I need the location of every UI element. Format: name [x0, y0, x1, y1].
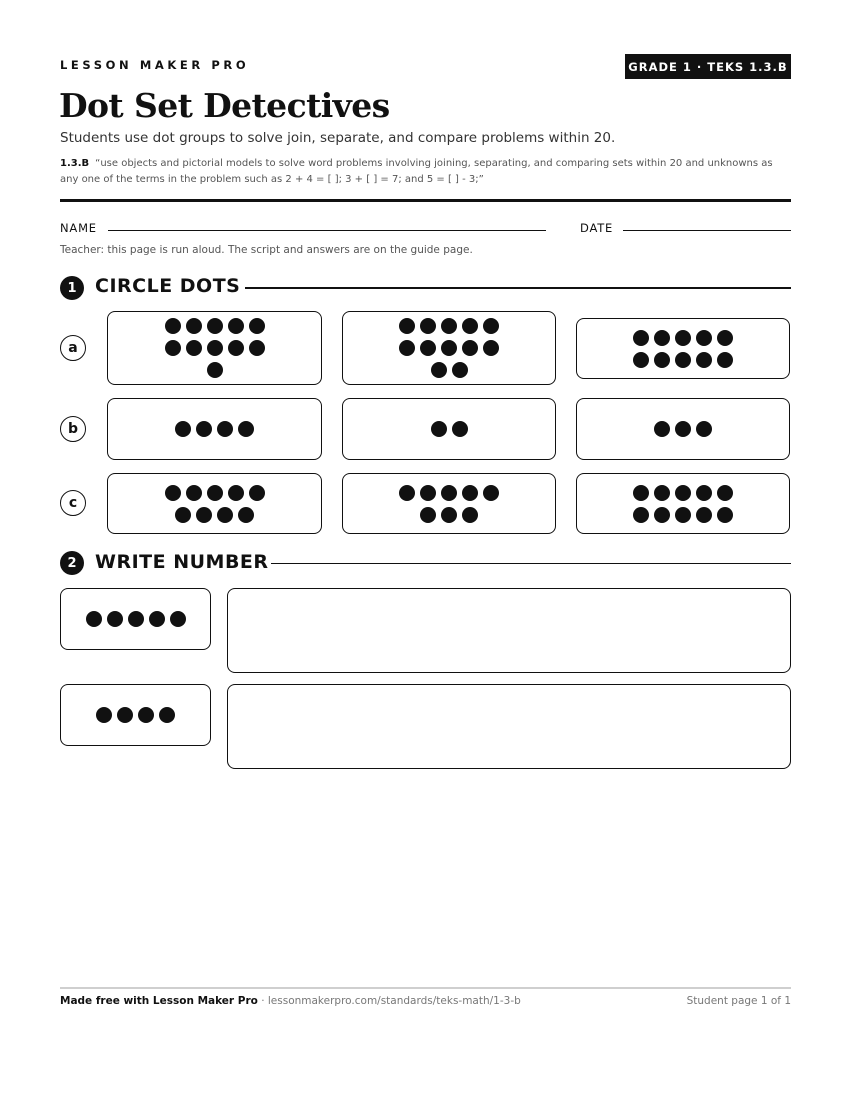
dot [207, 485, 223, 501]
dot [420, 340, 436, 356]
dot [717, 485, 733, 501]
dot [165, 485, 181, 501]
dot [441, 318, 457, 334]
section-1-number: 1 [60, 276, 84, 300]
dot [170, 611, 186, 627]
dot [717, 330, 733, 346]
dot [462, 340, 478, 356]
dot-card[interactable] [576, 398, 790, 460]
name-line[interactable] [108, 230, 546, 231]
dot-row [175, 421, 254, 437]
dot [138, 707, 154, 723]
dot-group [86, 611, 186, 627]
dot-row [431, 362, 468, 378]
teacher-note: Teacher: this page is run aloud. The script and answers are on the guide page. [60, 244, 473, 256]
dot-group [654, 421, 712, 437]
section-1-rule [245, 287, 791, 289]
dot [228, 318, 244, 334]
dot [207, 318, 223, 334]
dot-group [165, 485, 265, 523]
dot-row [175, 507, 254, 523]
dot [238, 421, 254, 437]
dot [441, 340, 457, 356]
dot [654, 507, 670, 523]
dot [228, 485, 244, 501]
dot [175, 507, 191, 523]
dot [399, 318, 415, 334]
footer-divider [60, 987, 791, 989]
dot [431, 362, 447, 378]
dot-row [165, 318, 265, 334]
dot [452, 362, 468, 378]
footer-page: Student page 1 of 1 [686, 995, 791, 1007]
answer-box[interactable] [227, 684, 791, 769]
dot-group [431, 421, 468, 437]
dot [175, 421, 191, 437]
dot-row [86, 611, 186, 627]
date-label: DATE [580, 221, 614, 235]
dot [675, 485, 691, 501]
dot-group [165, 318, 265, 378]
dot-card[interactable] [576, 473, 790, 534]
dot [149, 611, 165, 627]
dot [483, 318, 499, 334]
dot [717, 507, 733, 523]
dot [483, 340, 499, 356]
section-2-number: 2 [60, 551, 84, 575]
section-2-title: WRITE NUMBER [95, 551, 269, 573]
dot [654, 485, 670, 501]
page-subtitle: Students use dot groups to solve join, separate, and compare problems within 20. [60, 130, 616, 146]
dot-row [399, 485, 499, 501]
dot [217, 421, 233, 437]
dot-card[interactable] [107, 398, 322, 460]
dot [186, 318, 202, 334]
dot [675, 507, 691, 523]
dot [633, 485, 649, 501]
dot [196, 421, 212, 437]
dot-row [165, 340, 265, 356]
dot [633, 330, 649, 346]
dot [107, 611, 123, 627]
dot [420, 318, 436, 334]
dot-card[interactable] [576, 318, 790, 379]
dot-group [633, 485, 733, 523]
dot [249, 340, 265, 356]
dot-card[interactable] [342, 398, 556, 460]
dot-group [175, 421, 254, 437]
dot-card[interactable] [107, 473, 322, 534]
dot-row [165, 485, 265, 501]
dot [117, 707, 133, 723]
dot [654, 421, 670, 437]
dot-group [399, 485, 499, 523]
dot [186, 485, 202, 501]
dot [228, 340, 244, 356]
dot [217, 507, 233, 523]
page-title: Dot Set Detectives [59, 86, 390, 125]
dot [399, 485, 415, 501]
footer-url: · lessonmakerpro.com/standards/teks-math/1-3-b [257, 995, 521, 1007]
dot-row [207, 362, 223, 378]
dot [165, 318, 181, 334]
dot-row [399, 340, 499, 356]
dot [696, 421, 712, 437]
dot-card [60, 684, 211, 746]
dot-row [633, 485, 733, 501]
dot-row [431, 421, 468, 437]
answer-box[interactable] [227, 588, 791, 673]
dot [420, 507, 436, 523]
dot [186, 340, 202, 356]
date-line[interactable] [623, 230, 791, 231]
dot-card[interactable] [107, 311, 322, 385]
dot [462, 507, 478, 523]
row-letter-c: c [60, 490, 86, 516]
dot [675, 352, 691, 368]
dot [452, 421, 468, 437]
dot [675, 330, 691, 346]
dot [399, 340, 415, 356]
dot [196, 507, 212, 523]
dot [717, 352, 733, 368]
dot-row [633, 507, 733, 523]
dot-row [420, 507, 478, 523]
dot-row [633, 352, 733, 368]
dot [633, 352, 649, 368]
dot [654, 352, 670, 368]
dot [441, 507, 457, 523]
dot-row [399, 318, 499, 334]
dot-card [60, 588, 211, 650]
dot [696, 330, 712, 346]
dot [441, 485, 457, 501]
dot [420, 485, 436, 501]
dot-group [633, 330, 733, 368]
dot [128, 611, 144, 627]
dot [675, 421, 691, 437]
standard-code: 1.3.B [60, 158, 90, 169]
dot [207, 340, 223, 356]
dot [165, 340, 181, 356]
dot-row [633, 330, 733, 346]
dot [696, 485, 712, 501]
dot-card[interactable] [342, 311, 556, 385]
dot-group [399, 318, 499, 378]
header-divider [60, 199, 791, 202]
standard-description: “use objects and pictorial models to solve word problems involving joining, separating, and comparing sets within 20 and unknowns as any one of the terms in the problem such as 2 + 4 = [ ]; 3 + [ ] = 7; and 5 = [ ] - 3;” [60, 158, 773, 185]
dot [159, 707, 175, 723]
dot [633, 507, 649, 523]
footer-credit [60, 995, 521, 1007]
footer-made-with: Made free with Lesson Maker Pro [60, 995, 258, 1007]
dot [696, 352, 712, 368]
dot [483, 485, 499, 501]
name-label: NAME [60, 221, 97, 235]
row-letter-b: b [60, 416, 86, 442]
standard-text-block [60, 156, 790, 188]
dot [207, 362, 223, 378]
dot-group [96, 707, 175, 723]
grade-badge: GRADE 1 · TEKS 1.3.B [625, 54, 791, 79]
dot-row [654, 421, 712, 437]
dot [431, 421, 447, 437]
section-2-rule [271, 563, 791, 564]
dot [238, 507, 254, 523]
dot [462, 485, 478, 501]
section-1-title: CIRCLE DOTS [95, 275, 241, 297]
dot [86, 611, 102, 627]
dot [96, 707, 112, 723]
dot [654, 330, 670, 346]
dot [696, 507, 712, 523]
dot [249, 485, 265, 501]
row-letter-a: a [60, 335, 86, 361]
dot [249, 318, 265, 334]
dot-row [96, 707, 175, 723]
dot [462, 318, 478, 334]
dot-card[interactable] [342, 473, 556, 534]
brand-name: LESSON MAKER PRO [60, 58, 250, 72]
